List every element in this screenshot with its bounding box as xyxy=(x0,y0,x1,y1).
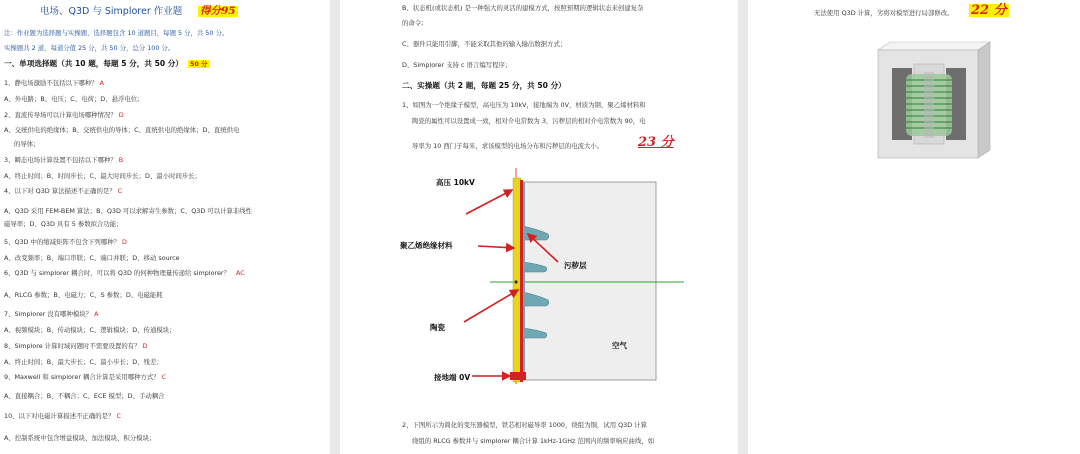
question-line: 9、Maxwell 和 simplorer 耦合计算是采用哪种方式？ C xyxy=(4,373,167,381)
steel-rod xyxy=(520,180,523,382)
answer-mark: A xyxy=(94,310,99,318)
option-b-line-1: B、状态机(或状态机) 是一种强大的灵活的建模方式，按照预期的逻辑状态来创建复杂 xyxy=(402,4,644,12)
question-line: A、视频模块；B、传动模块；C、逻辑模块；D、传通模块； xyxy=(4,326,176,334)
question-2-line-1: 2、下图所示为简化的变压器模型，铁芯相对磁导率 1000，绕组为铜，试用 Q3D 计算 xyxy=(402,421,647,429)
question-1-score: 23 分 xyxy=(638,135,674,150)
question-1-line-2: 陶瓷的属性可以设置成一致，相对介电常数为 3，污秽层的相对介电常数为 90，电 xyxy=(412,117,646,125)
document-page-3 xyxy=(748,0,1080,454)
transformer-model xyxy=(868,38,998,162)
question-line: 的导体； xyxy=(14,140,40,148)
answer-mark: AC xyxy=(236,269,245,277)
answer-mark: A xyxy=(99,79,104,87)
answer-mark: C xyxy=(116,412,121,420)
label-ground: 接地端 0V xyxy=(434,373,471,382)
label-dirt-layer: 污秽层 xyxy=(564,261,587,270)
option-b-line-2: 的命令; xyxy=(402,19,424,27)
question-line: A、Q3D 采用 FEM-BEM 算法；B、Q3D 可以求解寄生参数；C、Q3D 可以计算非线性 xyxy=(4,207,253,215)
question-line: 4、以下对 Q3D 算法描述不正确的是？ C xyxy=(4,187,123,195)
question-line: 10、以下对电磁计算描述不正确的是？ C xyxy=(4,412,121,420)
question-1-line-1: 1、如图为一个绝缘子模型，高电压为 10kV，接地端为 0V，材质为钢、聚乙烯材料和 xyxy=(402,101,646,109)
answer-mark: D xyxy=(118,111,124,119)
page-3-text: 无法使用 Q3D 计算，劣将对模型进行局部修改。 xyxy=(814,9,954,17)
question-line: A、终止时间；B、时间步长；C、最大时间步长；D、最小时间步长； xyxy=(4,172,202,180)
page-title: 电场、Q3D 与 Simplorer 作业题 xyxy=(40,6,183,17)
insulator-diagram xyxy=(400,164,700,388)
question-line: A、直接耦合；B、不耦合；C、ECE 模型；D、手动耦合 xyxy=(4,392,165,400)
option-c: C、器件只能用引脚，不能采取其他的输入输出数据方式； xyxy=(402,40,567,48)
answer-mark: C xyxy=(117,187,123,195)
answer-mark: B xyxy=(118,156,124,164)
total-score-badge: 得分95 xyxy=(200,5,236,17)
question-line: A、控制系统中包含增益模块、加法模块、积分模块； xyxy=(4,434,156,442)
insulator-figure xyxy=(400,164,700,388)
note-line-2: 实操题共 2 道，每道分值 25 分，共 50 分，总分 100 分。 xyxy=(4,44,175,52)
answer-mark: D xyxy=(122,238,127,246)
transformer-figure xyxy=(868,38,998,162)
section-2-title: 二、实操题（共 2 题，每题 25 分，共 50 分） xyxy=(402,81,566,90)
question-line: 3、瞬态电场计算设置不包括以下哪种？ B xyxy=(4,156,124,164)
question-line: A、终止时间；B、最大步长；C、最小步长；D、残差； xyxy=(4,358,163,366)
label-high-voltage: 高压 10kV xyxy=(436,178,475,187)
air-region xyxy=(516,182,656,380)
question-line: 5、Q3D 中的缩减矩阵不包含下列哪种？ D xyxy=(4,238,127,246)
ground-plate xyxy=(510,372,526,380)
label-pe-insulation: 聚乙烯绝缘材料 xyxy=(400,241,453,250)
question-line: 1、静电场激励不包括以下哪种？ A xyxy=(4,79,104,87)
answer-mark: C xyxy=(161,373,167,381)
label-ceramic: 陶瓷 xyxy=(430,323,445,332)
question-line: A、外电路；B、电压；C、电荷；D、悬浮电位; xyxy=(4,95,140,103)
section-title: 一、单项选择题（共 10 题，每题 5 分，共 50 分） xyxy=(4,59,183,68)
document-page-1 xyxy=(0,0,330,454)
option-d: D、Simplorer 支持 c 语言编写程序； xyxy=(402,61,512,69)
document-page-2 xyxy=(340,0,738,454)
question-1-line-3: 导率为 10 西门子每米，求该模型的电场分布和污秽层的电流大小。 xyxy=(412,142,604,150)
question-line: A、改变频率；B、端口串联；C、端口并联；D、移动 source xyxy=(4,254,180,262)
question-line: A、交统供电的绝缘体；B、交统供电的导体；C、直统供电的绝缘体；D、直统供电 xyxy=(4,126,240,134)
question-line: 6、Q3D 与 simplorer 耦合时，可以将 Q3D 的何种物理量传递给 simplorer？ AC xyxy=(4,269,245,277)
section-heading xyxy=(4,60,210,68)
section-score: 50 分 xyxy=(190,60,208,68)
label-air: 空气 xyxy=(612,341,627,350)
question-line: 8、Simplore 计算时域问题时不需要设置的有？ D xyxy=(4,342,148,350)
answer-mark: D xyxy=(142,342,148,350)
page-3-score: 22 分 xyxy=(971,3,1007,18)
question-2-line-2: 绕组的 RLCG 参数并与 simplorer 耦合计算 1kHz-1GHz 范围内的频率响应曲线，如 xyxy=(412,437,655,445)
note-line-1: 注：作业题为选择题与实操题，选择题包含 10 道题目，每题 5 分，共 50 分。 xyxy=(4,29,229,37)
question-line: 7、Simplorer 没有哪种模块？ A xyxy=(4,310,99,318)
question-line: A、RLCG 参数；B、电磁力；C、S 参数；D、电磁能耗 xyxy=(4,291,163,299)
pe-insulation xyxy=(513,178,521,382)
question-line: 2、直流传导场可以计算电场哪种情况？ D xyxy=(4,111,124,119)
question-line: 磁导率；D、Q3D 具有 5 参数拟合功能； xyxy=(4,220,123,228)
